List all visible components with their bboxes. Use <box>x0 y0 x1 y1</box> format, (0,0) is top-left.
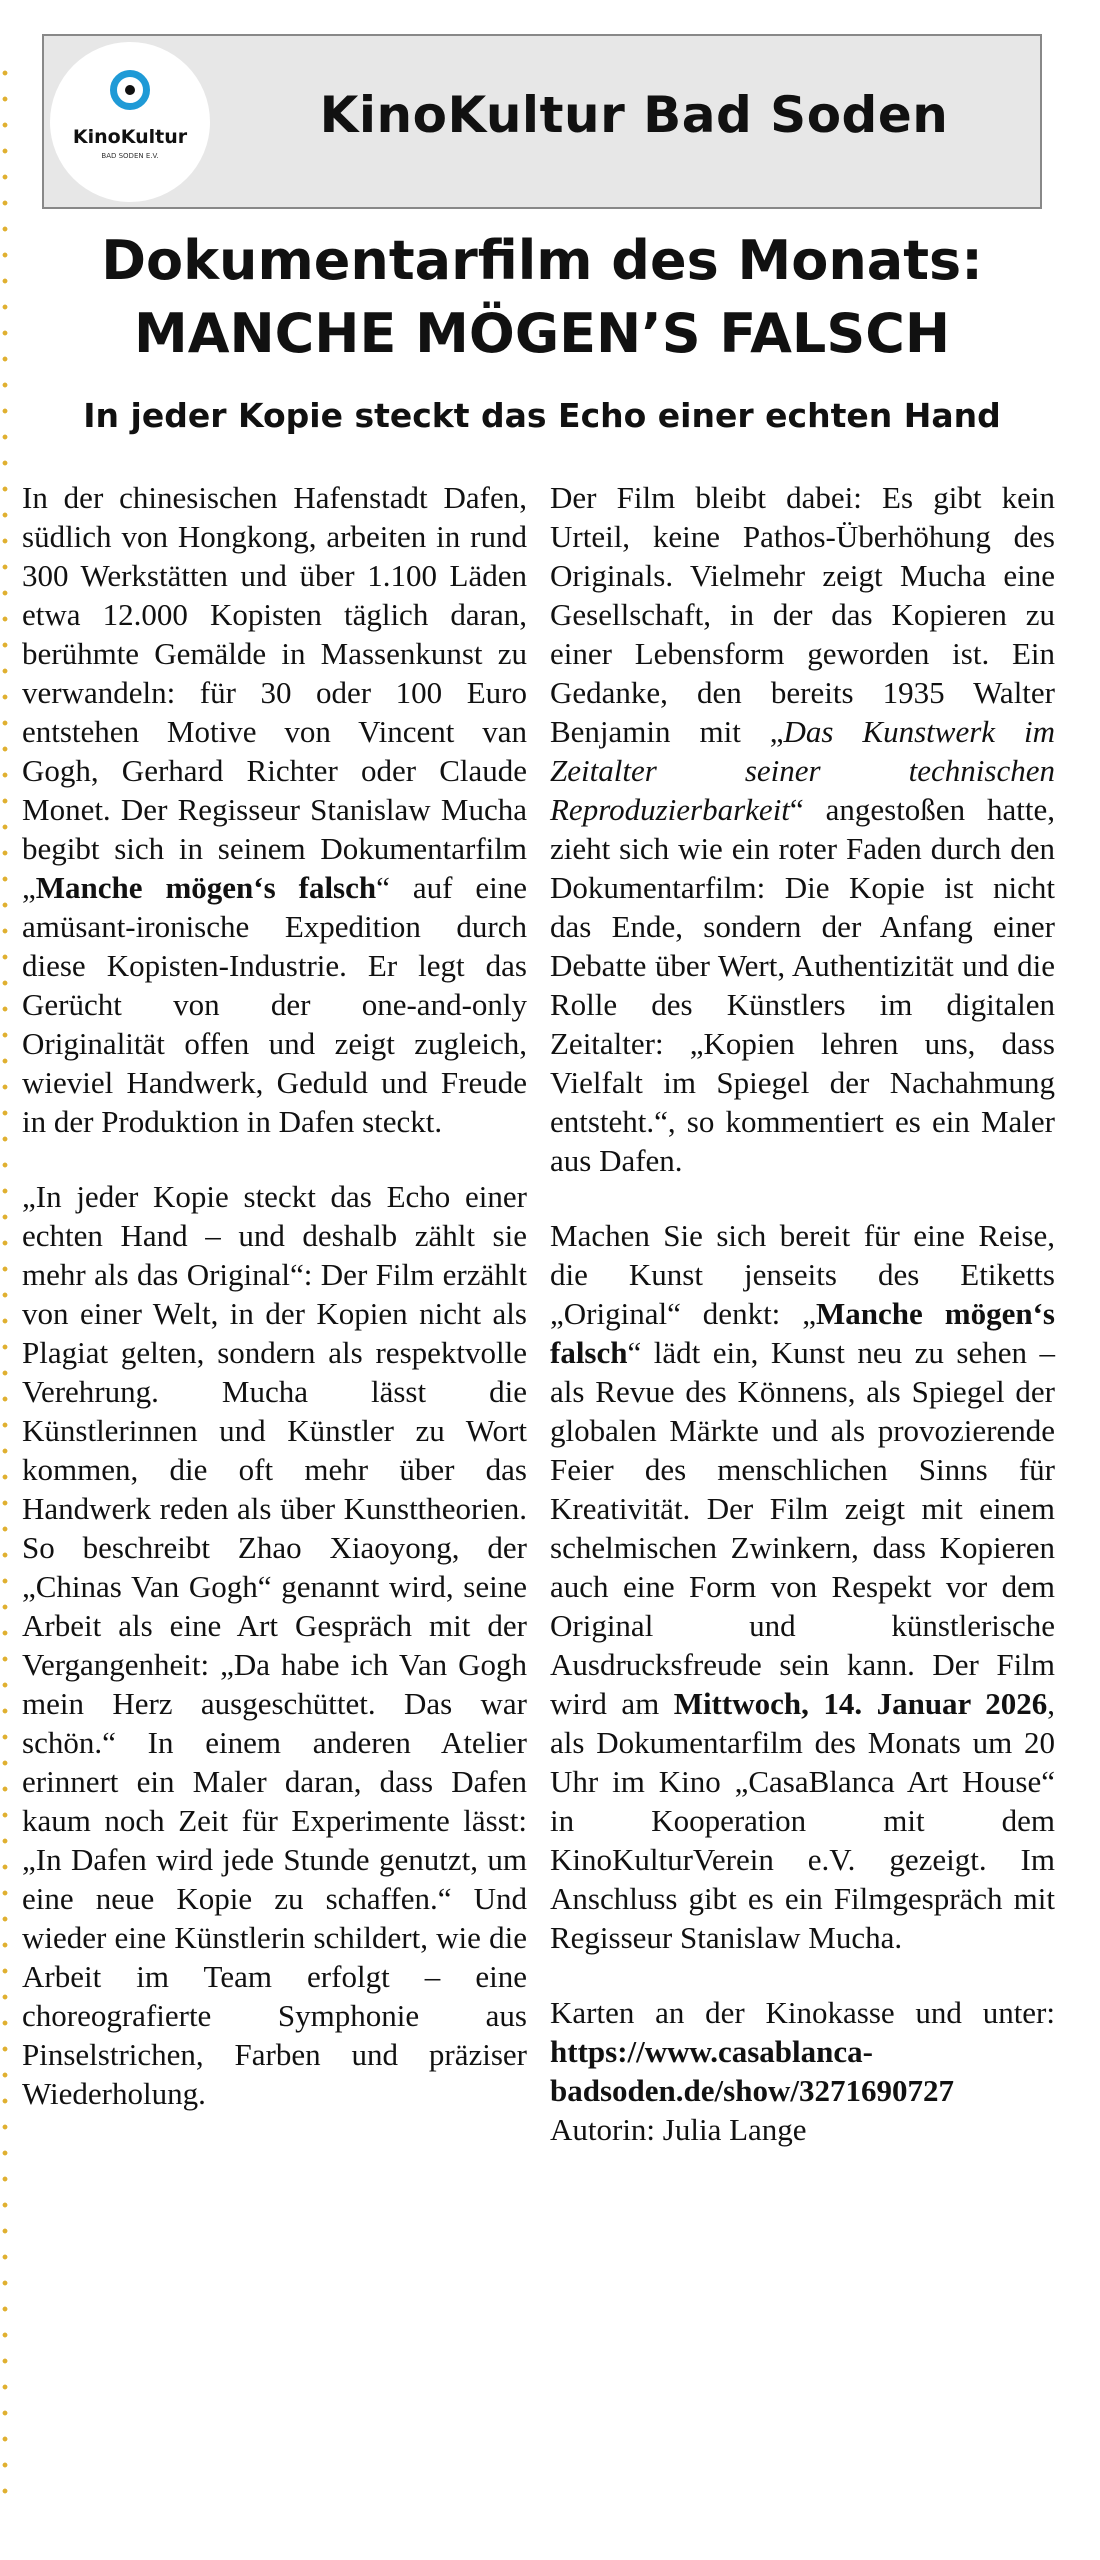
text-run: In der chinesischen Hafenstadt Dafen, südlich von Hongkong, arbeiten in rund 300 Werkstätten und über 1.100 Läden etwa 12.000 Kopisten täglich daran, berühmte Gemälde in Massenkunst zu verwandeln: für 30 oder 100 Euro entstehen Motive von Vincent van Gogh, Gerhard Richter oder Claude Monet. Der Regisseur Stanislaw Mucha begibt sich in seinem Dokumentarfilm „ <box>22 480 527 905</box>
text-run: “ lädt ein, Kunst neu zu sehen – als Revue des Könnens, als Spiegel der globalen Märkte und als provozierende Feier des menschlichen Sinns für Kreativität. Der Film zeigt mit einem schelmischen Zwinkern, dass Kopieren auch eine Form von Respekt vor dem Original und künstlerische Ausdrucksfreude sein kann. Der Film wird am <box>550 1335 1055 1721</box>
text-run: Karten an der Kinokasse und unter: <box>550 1995 1055 2030</box>
ticket-link[interactable]: https://www.casablanca-badsoden.de/show/3271690727 <box>550 2034 954 2108</box>
paragraph <box>550 1216 1055 1957</box>
article-column-right <box>550 478 1055 2149</box>
article-column-left <box>22 478 527 2113</box>
kinokultur-logo <box>50 42 210 202</box>
paragraph <box>550 1993 1055 2110</box>
subheadline: In jeder Kopie steckt das Echo einer echten Hand <box>83 396 1001 435</box>
logo-subtext: BAD SODEN E.V. <box>101 152 159 160</box>
logo-text: KinoKultur <box>72 126 188 148</box>
text-run: Der Film bleibt dabei: Es gibt kein Urteil, keine Pathos-Überhöhung des Originals. Vielmehr zeigt Mucha eine Gesellschaft, in der das Kopieren zu einer Lebensform geworden ist. Ein Gedanke, den bereits 1935 Walter Benjamin mit „ <box>550 480 1055 749</box>
masthead-title: KinoKultur Bad Soden <box>319 86 949 144</box>
film-title: Manche mögen‘s falsch <box>550 1296 1055 1370</box>
author-line: Autorin: Julia Lange <box>550 2112 807 2147</box>
paragraph <box>22 478 527 1141</box>
headline-line-2: MANCHE MÖGEN’S FALSCH <box>133 302 951 365</box>
text-run: , als Dokumentarfilm des Monats um 20 Uhr im Kino „CasaBlanca Art House“ in Kooperation mit dem KinoKulturVerein e.V. gezeigt. Im Anschluss gibt es ein Filmgespräch mit Regisseur Stanislaw Mucha. <box>550 1686 1055 1955</box>
text-run: “ angestoßen hatte, zieht sich wie ein roter Faden durch den Dokumentarfilm: Die Kopie ist nicht das Ende, sondern der Anfang einer Debatte über Wert, Authentizität und die Rolle des Künstlers im digitalen Zeitalter: „Kopien lehren uns, dass Vielfalt im Spiegel der Nachahmung entsteht.“, so kommentiert es ein Maler aus Dafen. <box>550 792 1055 1178</box>
paragraph: „In jeder Kopie steckt das Echo einer echten Hand – und deshalb zählt sie mehr als das Original“: Der Film erzählt von einer Welt, in der Kopien nicht als Plagiat gelten, sondern als respektvolle Verehrung. Mucha lässt die Künstlerinnen und Künstler zu Wort kommen, die oft mehr über das Handwerk reden als über Kunsttheorien. So beschreibt Zhao Xiaoyong, der „Chinas Van Gogh“ genannt wird, seine Arbeit als eine Art Gespräch mit der Vergangenheit: „Da habe ich Van Gogh mein Herz ausgeschüttet. Das war schön.“ In einem anderen Atelier erinnert ein Maler daran, dass Dafen kaum noch Zeit für Experimente lässt: „In Dafen wird jede Stunde genutzt, um eine neue Kopie zu schaffen.“ Und wieder eine Künstlerin schildert, wie die Arbeit im Team erfolgt – eine choreografierte Symphonie aus Pinselstrichen, Farben und präziser Wiederholung. <box>22 1179 527 2111</box>
page-edge-dots <box>2 60 8 2500</box>
masthead <box>42 34 1042 209</box>
headline-line-1: Dokumentarfilm des Monats: <box>101 229 983 292</box>
book-title: Das Kunstwerk im Zeitalter seiner technischen Reproduzierbarkeit <box>550 714 1055 827</box>
screening-date: Mittwoch, 14. Januar 2026 <box>673 1686 1048 1721</box>
text-run: “ auf eine amüsant-ironische Expedition durch diese Kopisten-Industrie. Er legt das Gerücht von der one-and-only Originalität offen und zeigt zugleich, wieviel Handwerk, Geduld und Freude in der Produktion in Dafen steckt. <box>22 870 527 1139</box>
eye-icon <box>110 70 150 110</box>
text-run: Machen Sie sich bereit für eine Reise, die Kunst jenseits des Etiketts „Original“ denkt: „ <box>550 1218 1055 1331</box>
paragraph <box>550 478 1055 1180</box>
film-title: Manche mögen‘s falsch <box>35 870 377 905</box>
